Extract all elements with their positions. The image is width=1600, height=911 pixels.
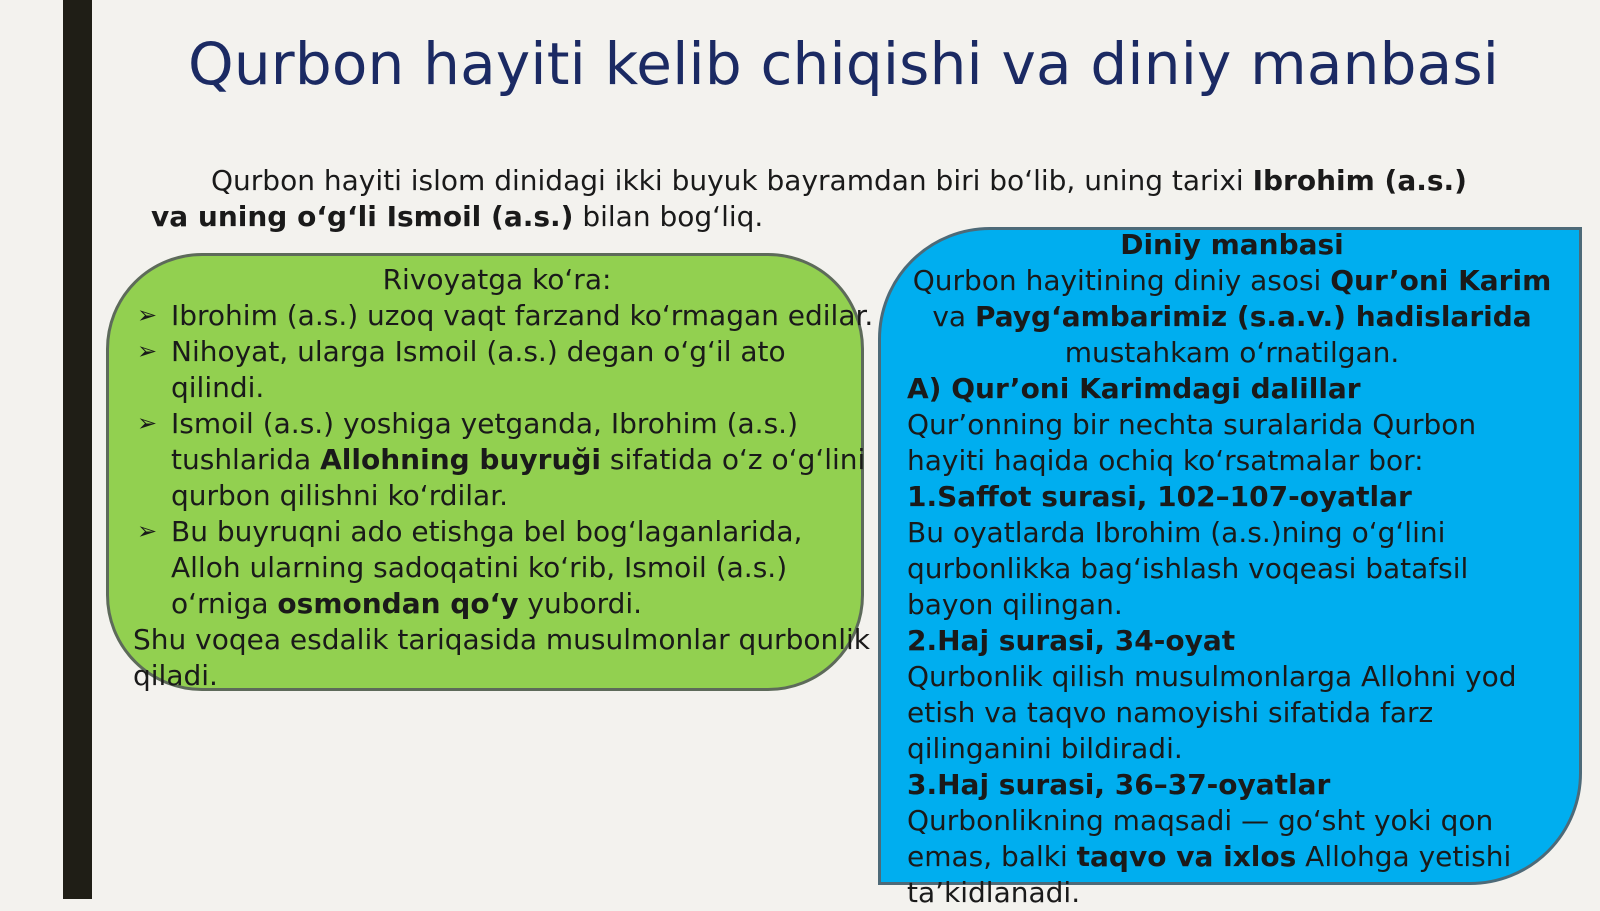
- intro-bold: Ibrohim (a.s.) va uning o‘g‘li Ismoil (a.s.): [151, 164, 1467, 233]
- arrow-bullet-icon: ➢: [137, 337, 158, 365]
- source-intro-text: Qurbon hayitining diniy asosi: [912, 264, 1331, 297]
- story-bullet-1: [133, 298, 878, 334]
- bullet-text: yubordi.: [518, 587, 643, 620]
- slide-title: Qurbon hayiti kelib chiqishi va diniy manbasi: [188, 30, 1500, 98]
- source-content: [907, 227, 1557, 911]
- surah-3-text-part: Allohga yetishi ta’kidlanadi.: [907, 840, 1512, 909]
- surah-3-bold: taqvo va ixlos: [1076, 840, 1297, 873]
- bullet-text: Ismoil (a.s.) yoshiga yetganda, Ibrohim (a.s.) tushlarida: [171, 407, 798, 476]
- surah-3-text: [907, 803, 1557, 911]
- source-intro-bold: Payg‘ambarimiz (s.a.v.) hadislarida: [974, 300, 1532, 333]
- surah-3-title: 3.Haj surasi, 36–37-oyatlar: [907, 768, 1331, 801]
- surah-1-text: Bu oyatlarda Ibrohim (a.s.)ning o‘g‘lini qurbonlikka bag‘ishlash voqeasi batafsil bayon qilingan.: [907, 516, 1469, 621]
- story-bullet-2: [133, 334, 878, 406]
- story-heading: Rivoyatga ko‘ra:: [382, 263, 612, 296]
- left-accent-bar: [63, 0, 92, 899]
- source-intro-text: mustahkam o‘rnatilgan.: [1064, 336, 1400, 369]
- surah-1-heading: [907, 479, 1557, 515]
- bullet-text: Bu buyruqni ado etishga bel bog‘laganlarida, Alloh ularning sadoqatini ko‘rib, Ismoil (a.s.) o‘rniga: [171, 515, 803, 620]
- story-bullet-3: [133, 406, 878, 514]
- surah-2-text: Qurbonlik qilish musulmonlarga Allohni yod etish va taqvo namoyishi sifatida farz qilinganini bildiradi.: [907, 660, 1517, 765]
- source-intro-text: va: [932, 300, 975, 333]
- story-bullet-4: [133, 514, 878, 622]
- section-a-text: Qur’onning bir nechta suralarida Qurbon hayiti haqida ochiq ko‘rsatmalar bor:: [907, 408, 1477, 477]
- bullet-bold: osmondan qo‘y: [277, 587, 519, 620]
- bullet-text: sifatida o‘z o‘g‘lini qurbon qilishni ko‘rdilar.: [171, 443, 866, 512]
- source-heading: [907, 227, 1557, 263]
- source-intro-bold: Qur’oni Karim: [1330, 264, 1552, 297]
- section-a-title: A) Qur’oni Karimdagi dalillar: [907, 372, 1361, 405]
- section-a-heading: [907, 371, 1557, 407]
- source-heading-text: Diniy manbasi: [1120, 228, 1344, 261]
- surah-2-heading: [907, 623, 1557, 659]
- surah-3-text-part: Qurbonlikning maqsadi — go‘sht yoki qon emas, balki: [907, 804, 1494, 873]
- bullet-bold: Allohning buyruği: [320, 443, 602, 476]
- surah-2-title: 2.Haj surasi, 34-oyat: [907, 624, 1236, 657]
- surah-1-title: 1.Saffot surasi, 102–107-oyatlar: [907, 480, 1412, 513]
- arrow-bullet-icon: ➢: [137, 517, 158, 545]
- source-intro: [907, 263, 1557, 371]
- intro-paragraph: [151, 163, 1501, 235]
- story-content: [133, 262, 878, 694]
- story-closing: Shu voqea esdalik tariqasida musulmonlar qurbonlik qiladi.: [133, 623, 870, 692]
- arrow-bullet-icon: ➢: [137, 301, 158, 329]
- surah-3-heading: [907, 767, 1557, 803]
- intro-text-2: bilan bog‘liq.: [573, 200, 764, 233]
- intro-text-1: Qurbon hayiti islom dinidagi ikki buyuk bayramdan biri bo‘lib, uning tarixi: [211, 164, 1253, 197]
- bullet-text: Nihoyat, ularga Ismoil (a.s.) degan o‘g‘il ato qilindi.: [171, 335, 786, 404]
- arrow-bullet-icon: ➢: [137, 409, 158, 437]
- bullet-text: Ibrohim (a.s.) uzoq vaqt farzand ko‘rmagan edilar.: [171, 299, 874, 332]
